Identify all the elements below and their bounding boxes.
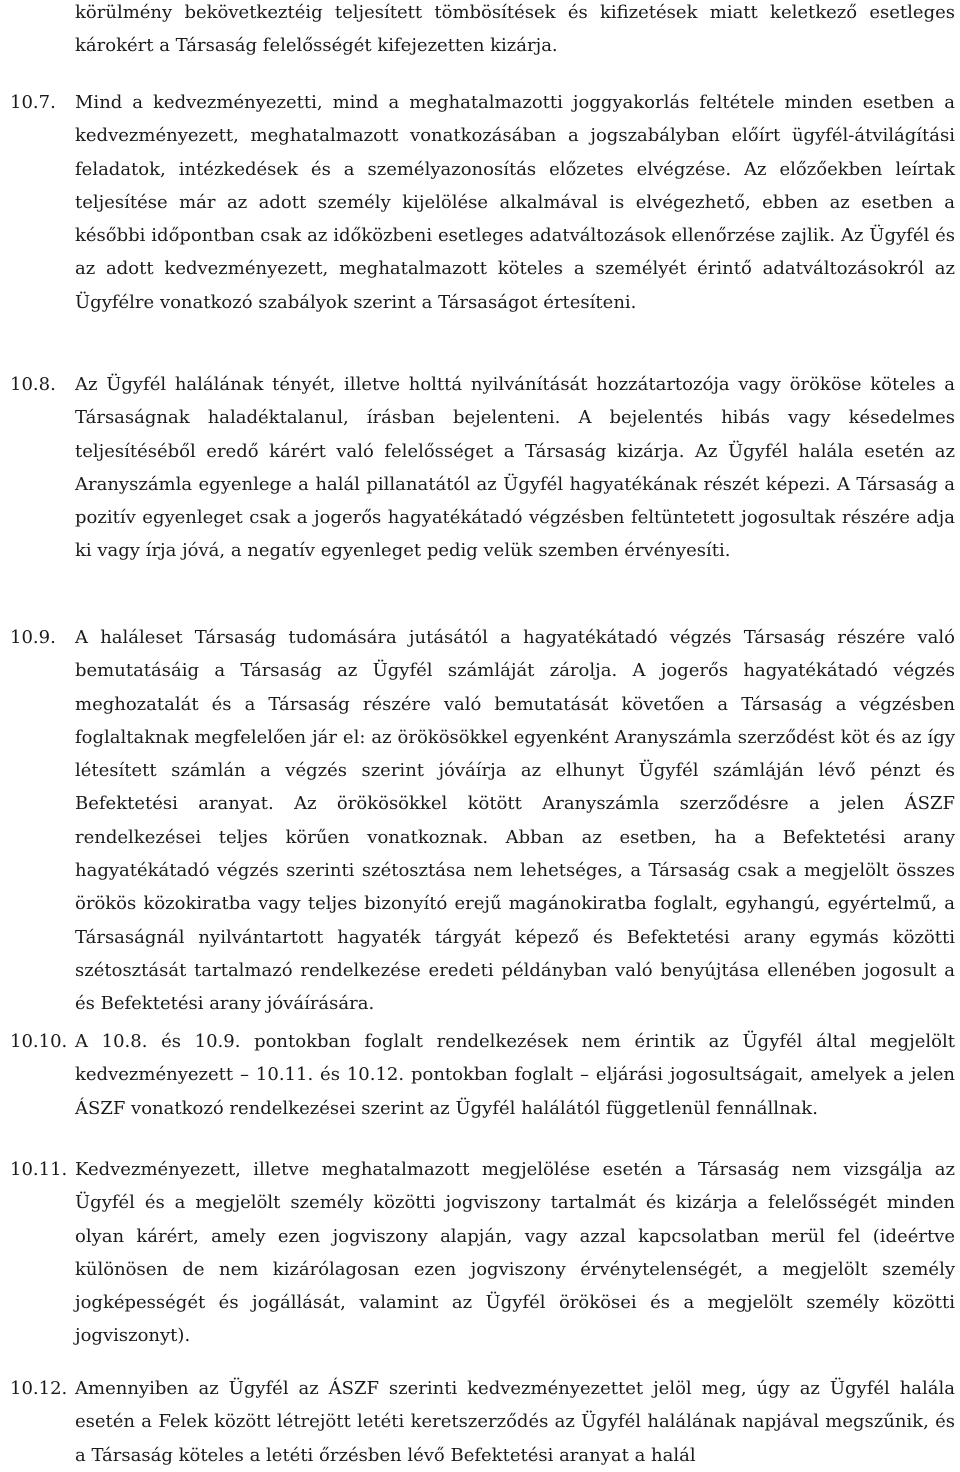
paragraph-10-9 bbox=[0, 621, 960, 1015]
paragraph-10-12 bbox=[0, 1372, 960, 1466]
paragraph-10-7 bbox=[0, 86, 960, 354]
paragraph-10-8 bbox=[0, 368, 960, 602]
paragraph-text: Az Ügyfél halálának tényét, illetve holttá nyilvánítását hozzátartozója vagy örököse köteles a Társaságnak haladéktalanul, írásban bejelenteni. A bejelentés hibás vagy késedelmes teljesítéséből eredő kárért való felelősséget a Társaság kizárja. Az Ügyfél halála esetén az Aranyszámla egyenlege a halál pillanatától az Ügyfél hagyatékának részét képezi. A Társaság a pozitív egyenleget csak a jogerős hagyatékátadó végzésben feltüntetett jogosultak részére adja ki vagy írja jóvá, a negatív egyenleget pedig velük szemben érvényesíti. bbox=[75, 374, 955, 562]
paragraph-number: 10.11. bbox=[10, 1159, 68, 1180]
paragraph-number: 10.10. bbox=[10, 1031, 68, 1052]
paragraph-10-10 bbox=[0, 1025, 960, 1125]
paragraph-text: A haláleset Társaság tudomására jutásától a hagyatékátadó végzés Társaság részére való bemutatásáig a Társaság az Ügyfél számláját zárolja. A jogerős hagyatékátadó végzés meghozatalát és a Társaság részére való bemutatását követően a Társaság a végzésben foglaltaknak megfelelően jár el: az örökösökkel egyenként Aranyszámla szerződést köt és az így létesített számlán a végzés szerint jóváírja az elhunyt Ügyfél számláján lévő pénzt és Befektetési aranyat. Az örökösökkel kötött Aranyszámla szerződésre a jelen ÁSZF rendelkezései teljes körűen vonatkoznak. Abban az esetben, ha a Befektetési arany hagyatékátadó végzés szerinti szétosztása nem lehetséges, a Társaság csak a megjelölt összes örökös közokiratba vagy teljes bizonyító erejű magánokiratba foglalt, egyhangú, egyértelmű, a Társaságnál nyilvántartott hagyaték tárgyát képező és Befektetési arany egymás közötti szétosztását tartalmazó rendelkezése eredeti példányban való benyújtása ellenében jogosult a és Befektetési arany jóváírására. bbox=[75, 627, 955, 1015]
paragraph-text: Mind a kedvezményezetti, mind a meghatalmazotti joggyakorlás feltétele minden esetben a kedvezményezett, meghatalmazott vonatkozásában a jogszabályban előírt ügyfél-átvilágítási feladatok, intézkedések és a személyazonosítás előzetes elvégzése. Az előzőekben leírtak teljesítése már az adott személy kijelölése alkalmával is elvégezhető, ebben az esetben a későbbi időpontban csak az időközbeni esetleges adatváltozások ellenőrzése zajlik. Az Ügyfél és az adott kedvezményezett, meghatalmazott köteles a személyét érintő adatváltozásokról az Ügyfélre vonatkozó szabályok szerint a Társaságot értesíteni. bbox=[75, 92, 955, 313]
paragraph-number: 10.8. bbox=[10, 374, 56, 395]
paragraph-text: A 10.8. és 10.9. pontokban foglalt rendelkezések nem érintik az Ügyfél által megjelölt kedvezményezett – 10.11. és 10.12. pontokban foglalt – eljárási jogosultságait, amelyek a jelen ÁSZF vonatkozó rendelkezései szerint az Ügyfél halálától függetlenül fennállnak. bbox=[75, 1031, 955, 1119]
paragraph-10-11 bbox=[0, 1153, 960, 1353]
paragraph-number: 10.7. bbox=[10, 92, 56, 113]
paragraph-text: Kedvezményezett, illetve meghatalmazott megjelölése esetén a Társaság nem vizsgálja az Ügyfél és a megjelölt személy közötti jogviszony tartalmát és kizárja a felelősségét minden olyan kárért, amely ezen jogviszony alapján, vagy azzal kapcsolatban merül fel (ideértve különösen de nem kizárólagosan ezen jogviszony érvénytelenségét, a megjelölt személy jogképességét és jogállását, valamint az Ügyfél örökösei és a megjelölt személy közötti jogviszonyt). bbox=[75, 1159, 955, 1347]
paragraph-number: 10.12. bbox=[10, 1378, 68, 1399]
paragraph-continuation bbox=[0, 0, 960, 63]
paragraph-text: körülmény bekövetkeztéig teljesített tömbösítések és kifizetések miatt keletkező esetleges károkért a Társaság felelősségét kifejezetten kizárja. bbox=[75, 2, 955, 57]
paragraph-number: 10.9. bbox=[10, 627, 56, 648]
paragraph-text: Amennyiben az Ügyfél az ÁSZF szerinti kedvezményezettet jelöl meg, úgy az Ügyfél halála esetén a Felek között létrejött letéti keretszerződés az Ügyfél halálának napjával megszűnik, és a Társaság köteles a letéti őrzésben lévő Befektetési aranyat a halál bbox=[75, 1378, 955, 1466]
